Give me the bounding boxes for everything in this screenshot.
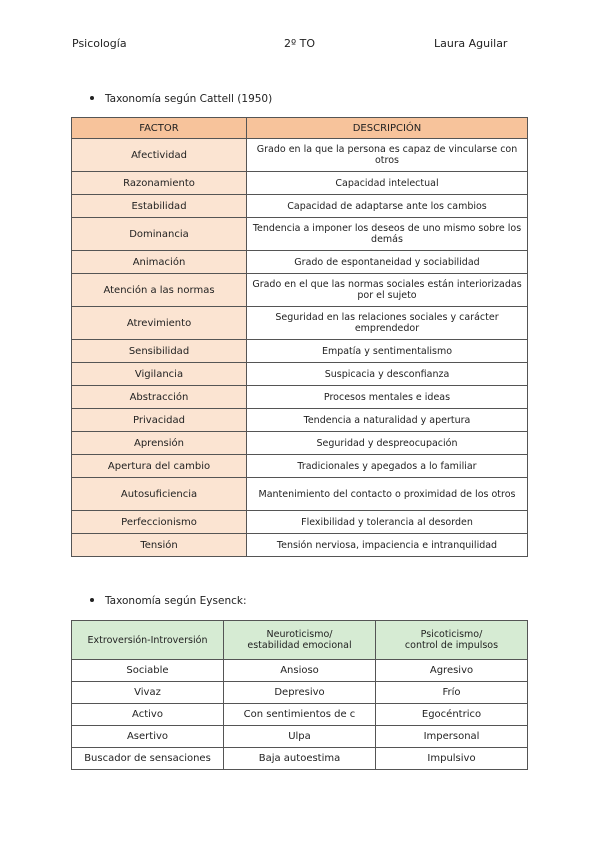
description-cell: Grado de espontaneidad y sociabilidad [247, 251, 528, 274]
table-cell: Activo [72, 704, 224, 726]
header-line: Extroversión-Introversión [87, 634, 208, 646]
header-line: control de impulsos [404, 640, 499, 651]
table-cell: Baja autoestima [224, 748, 376, 770]
factor-cell: Atrevimiento [72, 307, 247, 340]
table-cell: Vivaz [72, 682, 224, 704]
description-cell: Empatía y sentimentalismo [247, 340, 528, 363]
column-header-extroversion [72, 621, 224, 660]
description-cell: Procesos mentales e ideas [247, 386, 528, 409]
header-line: Neuroticismo/ [266, 629, 333, 640]
table-row [72, 307, 528, 340]
table-row [72, 386, 528, 409]
table-row [72, 409, 528, 432]
table-cell: Depresivo [224, 682, 376, 704]
table-row [72, 363, 528, 386]
table-cell: Frío [376, 682, 528, 704]
table-row [72, 748, 528, 770]
description-cell: Tensión nerviosa, impaciencia e intranquilidad [247, 534, 528, 557]
table-header-row [72, 118, 528, 139]
column-header-factor: FACTOR [72, 118, 247, 139]
description-cell: Capacidad intelectual [247, 172, 528, 195]
factor-cell: Vigilancia [72, 363, 247, 386]
factor-cell: Afectividad [72, 139, 247, 172]
table-row [72, 478, 528, 511]
header-author: Laura Aguilar [434, 37, 508, 50]
eysenck-bullet [90, 595, 247, 607]
table-row [72, 511, 528, 534]
description-cell: Tendencia a naturalidad y apertura [247, 409, 528, 432]
header-line: estabilidad emocional [247, 640, 352, 651]
factor-cell: Aprensión [72, 432, 247, 455]
table-row [72, 432, 528, 455]
factor-cell: Autosuficiencia [72, 478, 247, 511]
column-header-neuroticism [224, 621, 376, 660]
table-row [72, 340, 528, 363]
table-row [72, 139, 528, 172]
page-header [0, 37, 600, 51]
factor-cell: Dominancia [72, 218, 247, 251]
factor-cell: Abstracción [72, 386, 247, 409]
description-cell: Capacidad de adaptarse ante los cambios [247, 195, 528, 218]
table-cell: Impersonal [376, 726, 528, 748]
bullet-icon [90, 96, 94, 100]
table-cell: Asertivo [72, 726, 224, 748]
bullet-icon [90, 598, 94, 602]
table-cell: Ansioso [224, 660, 376, 682]
table-cell: Agresivo [376, 660, 528, 682]
eysenck-table [71, 620, 528, 770]
description-cell: Grado en la que la persona es capaz de vincularse con otros [247, 139, 528, 172]
table-row [72, 251, 528, 274]
description-cell: Tradicionales y apegados a lo familiar [247, 455, 528, 478]
table-cell: Buscador de sensaciones [72, 748, 224, 770]
description-cell: Tendencia a imponer los deseos de uno mismo sobre los demás [247, 218, 528, 251]
table-row [72, 455, 528, 478]
table-cell: Egocéntrico [376, 704, 528, 726]
factor-cell: Privacidad [72, 409, 247, 432]
header-course: 2º TO [284, 37, 316, 50]
header-line: Psicoticismo/ [420, 629, 483, 640]
description-cell: Seguridad y despreocupación [247, 432, 528, 455]
factor-cell: Estabilidad [72, 195, 247, 218]
description-cell: Mantenimiento del contacto o proximidad de los otros [247, 478, 528, 511]
factor-cell: Perfeccionismo [72, 511, 247, 534]
description-cell: Flexibilidad y tolerancia al desorden [247, 511, 528, 534]
factor-cell: Atención a las normas [72, 274, 247, 307]
table-row [72, 682, 528, 704]
table-row [72, 704, 528, 726]
header-subject: Psicología [72, 37, 127, 50]
table-row [72, 172, 528, 195]
column-header-psychoticism [376, 621, 528, 660]
table-row [72, 726, 528, 748]
table-header-row [72, 621, 528, 660]
table-row [72, 534, 528, 557]
factor-cell: Animación [72, 251, 247, 274]
table-row [72, 218, 528, 251]
table-row [72, 660, 528, 682]
table-row [72, 274, 528, 307]
factor-cell: Tensión [72, 534, 247, 557]
eysenck-bullet-text: Taxonomía según Eysenck: [105, 595, 247, 607]
factor-cell: Razonamiento [72, 172, 247, 195]
description-cell: Grado en el que las normas sociales están interiorizadas por el sujeto [247, 274, 528, 307]
cattell-bullet [90, 93, 272, 105]
table-cell: Con sentimientos de c [224, 704, 376, 726]
table-row [72, 195, 528, 218]
table-cell: Ulpa [224, 726, 376, 748]
cattell-bullet-text: Taxonomía según Cattell (1950) [105, 93, 273, 105]
description-cell: Suspicacia y desconfianza [247, 363, 528, 386]
column-header-description: DESCRIPCIÓN [247, 118, 528, 139]
factor-cell: Sensibilidad [72, 340, 247, 363]
description-cell: Seguridad en las relaciones sociales y carácter emprendedor [247, 307, 528, 340]
table-cell: Sociable [72, 660, 224, 682]
factor-cell: Apertura del cambio [72, 455, 247, 478]
cattell-table [71, 117, 528, 557]
table-cell: Impulsivo [376, 748, 528, 770]
